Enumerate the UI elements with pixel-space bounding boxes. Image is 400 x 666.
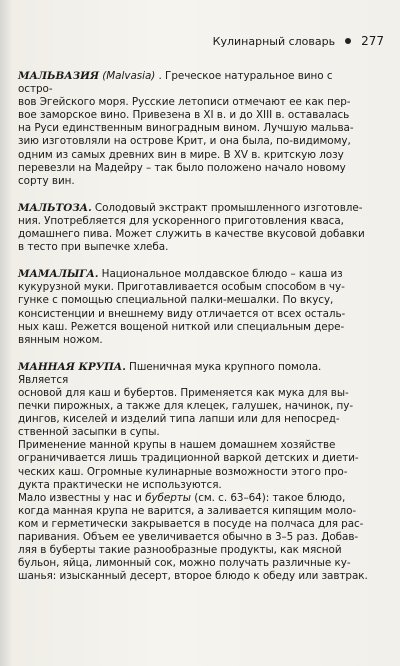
entry-line: сорту вин. [18,174,75,187]
entry-term: МАЛЬТОЗА. [18,201,92,214]
entry-line: ния. Употребляется для ускоренного приготовления кваса, [18,214,344,227]
entry-line [18,70,370,96]
entry-line: на Руси единственным виноградным вином. Лучшую мальва- [18,122,354,135]
entry-text: Пшеничная мука крупного помола. Является [18,360,322,386]
entry-line: ственной засыпки в супы. [18,426,160,439]
entry-line: ком и герметически закрывается в посуде на полчаса для рас- [18,517,364,530]
bullet-icon [345,38,351,44]
entry-line: ляя в буберты такие разнообразные продукты, как мясной [18,544,342,557]
entry-line: бульон, яйца, лимонный сок, можно получать различные ку- [18,557,351,570]
entry-malvasia [18,70,370,188]
entry-term: МАМАЛЫГА. [18,268,99,281]
entry-line: одним из самых древних вин в мире. В XV в. критскую лозу [18,148,344,161]
entry-line: кукурузной муки. Приготавливается особым способом в чу- [18,281,345,294]
entry-line: вов Эгейского моря. Русские летописи отмечают ее как пер- [18,96,351,109]
entry-line: в тесто при выпечке хлеба. [18,241,169,254]
entry-term-note: (Malvasia) [102,70,156,82]
entry-mamalyga [18,268,370,347]
entry-line [18,492,370,505]
entry-text: . Греческое натуральное вино с остро- [18,70,333,96]
entry-line: шанья: изысканный десерт, второе блюдо к обеду или завтрак. [18,570,368,583]
entry-text: Солодовый экстракт промышленного изготовле- [91,201,363,214]
entry-line: дингов, киселей и изделий типа лапши или для непосред- [18,413,340,426]
page-gutter-shadow [0,0,12,666]
entry-line: ограничивается лишь традиционной варкой детских и диети- [18,452,359,465]
entry-term: МАННАЯ КРУПА. [18,360,126,373]
entry-line: ческих каш. Огромные кулинарные возможности этого про- [18,465,348,478]
entry-line: вое заморское вино. Привезена в XI в. и до XIII в. оставалась [18,109,350,122]
entry-line: ных каш. Режется вощеной ниткой или специальным дере- [18,320,345,333]
entry-line [18,268,370,281]
entry-mannaya-krupa [18,361,370,584]
entry-text: Национальное молдавское блюдо – каша из [98,268,343,281]
dictionary-entries [18,70,370,597]
entry-line: паривания. Объем ее увеличивается обычно в 3–5 раз. Добав- [18,531,359,543]
entry-line: основой для каш и бубертов. Применяется как мука для вы- [18,386,349,399]
page-number: 277 [361,34,384,48]
entry-italic-term: буберты [145,491,191,504]
running-title: Кулинарный словарь [212,34,336,48]
entry-maltoza [18,202,370,254]
entry-line: перевезли на Мадейру – так было положено начало новому [18,161,346,174]
entry-text: (см. с. 63–64): такое блюдо, [190,491,346,504]
entry-line: консистенции и внешнему виду отличается от всех осталь- [18,307,346,320]
entry-text: Мало известны у нас и [18,491,146,504]
entry-line: Применение манной крупы в нашем домашнем хозяйстве [18,439,336,452]
entry-line [18,361,370,387]
entry-line: печки пирожных, а также для клецек, галушек, начинок, пу- [18,400,354,413]
entry-line: гунке с помощью специальной палки-мешалки. По вкусу, [18,294,334,307]
entry-line: домашнего пива. Может служить в качестве вкусовой добавки [18,228,365,241]
entry-line [18,202,370,215]
entry-line: дукта практически не используются. [18,478,222,491]
entry-line: зию изготовляли на острове Крит, и она была, по-видимому, [18,135,351,148]
entry-line: когда манная крупа не варится, а заливается кипящим моло- [18,504,357,517]
entry-line: вянным ножом. [18,333,103,346]
entry-term: МАЛЬВАЗИЯ [18,70,99,82]
running-header [213,34,384,48]
